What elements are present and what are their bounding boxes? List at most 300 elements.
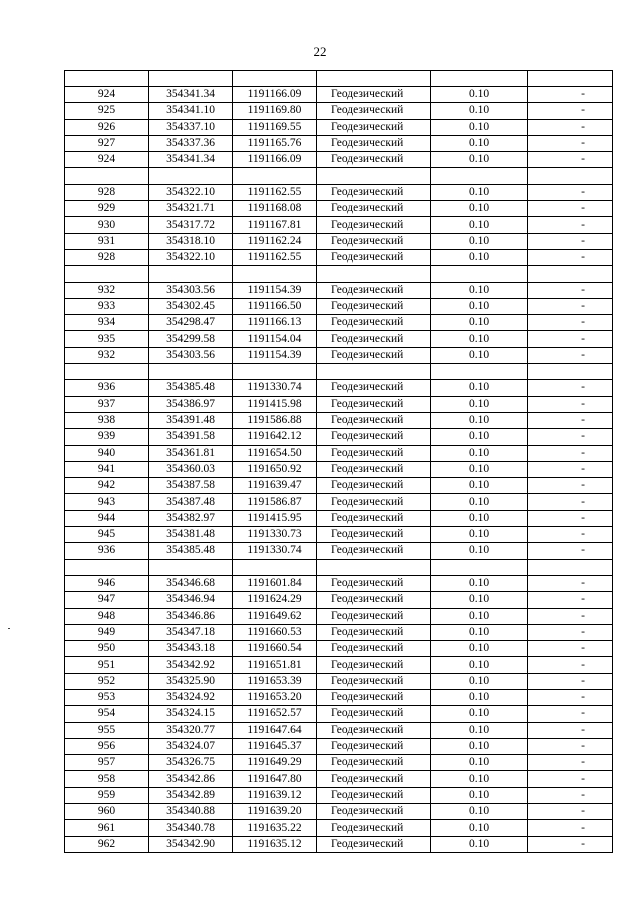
empty-cell	[317, 559, 431, 575]
method-cell: Геодезический	[317, 510, 431, 526]
empty-cell	[65, 364, 149, 380]
x-coordinate-cell: 354385.48	[149, 380, 233, 396]
note-cell: -	[528, 445, 613, 461]
point-number-cell: 946	[65, 575, 149, 591]
empty-cell	[149, 364, 233, 380]
method-cell: Геодезический	[317, 184, 431, 200]
note-cell: -	[528, 396, 613, 412]
accuracy-cell: 0.10	[431, 103, 528, 119]
page-number: 22	[313, 44, 327, 59]
accuracy-cell: 0.10	[431, 298, 528, 314]
note-cell: -	[528, 689, 613, 705]
accuracy-cell: 0.10	[431, 575, 528, 591]
empty-cell	[149, 559, 233, 575]
x-coordinate-cell: 354322.10	[149, 184, 233, 200]
table-row	[65, 804, 613, 820]
accuracy-cell: 0.10	[431, 233, 528, 249]
method-cell: Геодезический	[317, 820, 431, 836]
point-number-cell: 957	[65, 755, 149, 771]
note-cell: -	[528, 87, 613, 103]
point-number-cell: 924	[65, 152, 149, 168]
empty-cell	[317, 168, 431, 184]
method-cell: Геодезический	[317, 641, 431, 657]
note-cell: -	[528, 673, 613, 689]
x-coordinate-cell: 354324.07	[149, 738, 233, 754]
x-coordinate-cell: 354302.45	[149, 298, 233, 314]
table-row	[65, 217, 613, 233]
y-coordinate-cell: 1191649.29	[233, 755, 317, 771]
point-number-cell: 947	[65, 592, 149, 608]
method-cell: Геодезический	[317, 347, 431, 363]
x-coordinate-cell: 354322.10	[149, 249, 233, 265]
method-cell: Геодезический	[317, 298, 431, 314]
note-cell: -	[528, 347, 613, 363]
point-number-cell: 938	[65, 412, 149, 428]
coordinates-table-body	[65, 71, 613, 853]
y-coordinate-cell: 1191652.57	[233, 706, 317, 722]
method-cell: Геодезический	[317, 771, 431, 787]
x-coordinate-cell: 354341.10	[149, 103, 233, 119]
x-coordinate-cell: 354337.36	[149, 135, 233, 151]
table-row	[65, 87, 613, 103]
method-cell: Геодезический	[317, 315, 431, 331]
method-cell: Геодезический	[317, 412, 431, 428]
point-number-cell: 951	[65, 657, 149, 673]
method-cell: Геодезический	[317, 543, 431, 559]
y-coordinate-cell: 1191651.81	[233, 657, 317, 673]
table-row	[65, 738, 613, 754]
point-number-cell: 939	[65, 429, 149, 445]
note-cell: -	[528, 429, 613, 445]
x-coordinate-cell: 354318.10	[149, 233, 233, 249]
accuracy-cell: 0.10	[431, 347, 528, 363]
method-cell: Геодезический	[317, 152, 431, 168]
method-cell: Геодезический	[317, 201, 431, 217]
method-cell: Геодезический	[317, 282, 431, 298]
note-cell: -	[528, 722, 613, 738]
table-row	[65, 820, 613, 836]
y-coordinate-cell: 1191660.53	[233, 624, 317, 640]
coordinates-table	[64, 70, 613, 853]
method-cell: Геодезический	[317, 738, 431, 754]
y-coordinate-cell: 1191162.55	[233, 184, 317, 200]
accuracy-cell: 0.10	[431, 201, 528, 217]
point-number-cell: 930	[65, 217, 149, 233]
table-row	[65, 119, 613, 135]
table-row	[65, 184, 613, 200]
y-coordinate-cell: 1191415.98	[233, 396, 317, 412]
method-cell: Геодезический	[317, 673, 431, 689]
empty-cell	[65, 559, 149, 575]
table-row	[65, 461, 613, 477]
method-cell: Геодезический	[317, 103, 431, 119]
method-cell: Геодезический	[317, 429, 431, 445]
empty-cell	[65, 266, 149, 282]
note-cell: -	[528, 412, 613, 428]
method-cell: Геодезический	[317, 135, 431, 151]
note-cell: -	[528, 249, 613, 265]
method-cell: Геодезический	[317, 478, 431, 494]
x-coordinate-cell: 354385.48	[149, 543, 233, 559]
point-number-cell: 950	[65, 641, 149, 657]
point-number-cell: 945	[65, 527, 149, 543]
note-cell: -	[528, 217, 613, 233]
y-coordinate-cell: 1191162.24	[233, 233, 317, 249]
point-number-cell: 927	[65, 135, 149, 151]
note-cell: -	[528, 706, 613, 722]
point-number-cell: 954	[65, 706, 149, 722]
table-row	[65, 575, 613, 591]
point-number-cell: 955	[65, 722, 149, 738]
note-cell: -	[528, 755, 613, 771]
table-row	[65, 641, 613, 657]
accuracy-cell: 0.10	[431, 119, 528, 135]
note-cell: -	[528, 331, 613, 347]
scan-speck	[8, 628, 10, 629]
y-coordinate-cell: 1191168.08	[233, 201, 317, 217]
y-coordinate-cell: 1191639.12	[233, 787, 317, 803]
accuracy-cell: 0.10	[431, 820, 528, 836]
y-coordinate-cell: 1191635.12	[233, 836, 317, 852]
x-coordinate-cell: 354317.72	[149, 217, 233, 233]
method-cell: Геодезический	[317, 608, 431, 624]
empty-cell	[528, 364, 613, 380]
table-row	[65, 657, 613, 673]
note-cell: -	[528, 461, 613, 477]
y-coordinate-cell: 1191642.12	[233, 429, 317, 445]
accuracy-cell: 0.10	[431, 592, 528, 608]
point-number-cell: 941	[65, 461, 149, 477]
accuracy-cell: 0.10	[431, 315, 528, 331]
group-separator-row	[65, 168, 613, 184]
x-coordinate-cell: 354342.86	[149, 771, 233, 787]
accuracy-cell: 0.10	[431, 217, 528, 233]
table-row	[65, 543, 613, 559]
note-cell: -	[528, 608, 613, 624]
empty-cell	[317, 266, 431, 282]
note-cell: -	[528, 575, 613, 591]
empty-cell	[528, 559, 613, 575]
method-cell: Геодезический	[317, 217, 431, 233]
note-cell: -	[528, 771, 613, 787]
point-number-cell: 943	[65, 494, 149, 510]
y-coordinate-cell: 1191154.39	[233, 282, 317, 298]
table-row	[65, 494, 613, 510]
y-coordinate-cell: 1191586.88	[233, 412, 317, 428]
accuracy-cell: 0.10	[431, 380, 528, 396]
note-cell: -	[528, 592, 613, 608]
table-row	[65, 412, 613, 428]
point-number-cell: 928	[65, 249, 149, 265]
y-coordinate-cell: 1191330.73	[233, 527, 317, 543]
method-cell: Геодезический	[317, 575, 431, 591]
table-row	[65, 787, 613, 803]
method-cell: Геодезический	[317, 804, 431, 820]
table-row	[65, 771, 613, 787]
table-row	[65, 836, 613, 852]
y-coordinate-cell: 1191647.80	[233, 771, 317, 787]
point-number-cell: 940	[65, 445, 149, 461]
table-row	[65, 755, 613, 771]
x-coordinate-cell: 354391.58	[149, 429, 233, 445]
x-coordinate-cell: 354337.10	[149, 119, 233, 135]
empty-cell	[233, 266, 317, 282]
table-row	[65, 282, 613, 298]
table-row	[65, 249, 613, 265]
x-coordinate-cell: 354342.89	[149, 787, 233, 803]
y-coordinate-cell: 1191166.09	[233, 87, 317, 103]
point-number-cell: 924	[65, 87, 149, 103]
header-cell	[431, 71, 528, 87]
x-coordinate-cell: 354381.48	[149, 527, 233, 543]
accuracy-cell: 0.10	[431, 804, 528, 820]
header-cell	[149, 71, 233, 87]
x-coordinate-cell: 354391.48	[149, 412, 233, 428]
x-coordinate-cell: 354303.56	[149, 282, 233, 298]
note-cell: -	[528, 787, 613, 803]
method-cell: Геодезический	[317, 396, 431, 412]
x-coordinate-cell: 354346.68	[149, 575, 233, 591]
note-cell: -	[528, 510, 613, 526]
method-cell: Геодезический	[317, 461, 431, 477]
point-number-cell: 926	[65, 119, 149, 135]
point-number-cell: 931	[65, 233, 149, 249]
method-cell: Геодезический	[317, 527, 431, 543]
table-row	[65, 527, 613, 543]
y-coordinate-cell: 1191653.20	[233, 689, 317, 705]
empty-cell	[431, 364, 528, 380]
header-cell	[317, 71, 431, 87]
table-row	[65, 592, 613, 608]
accuracy-cell: 0.10	[431, 836, 528, 852]
note-cell: -	[528, 233, 613, 249]
table-row	[65, 445, 613, 461]
y-coordinate-cell: 1191639.47	[233, 478, 317, 494]
table-row	[65, 396, 613, 412]
point-number-cell: 958	[65, 771, 149, 787]
point-number-cell: 942	[65, 478, 149, 494]
accuracy-cell: 0.10	[431, 543, 528, 559]
accuracy-cell: 0.10	[431, 527, 528, 543]
point-number-cell: 932	[65, 347, 149, 363]
accuracy-cell: 0.10	[431, 494, 528, 510]
point-number-cell: 929	[65, 201, 149, 217]
y-coordinate-cell: 1191645.37	[233, 738, 317, 754]
group-separator-row	[65, 266, 613, 282]
y-coordinate-cell: 1191635.22	[233, 820, 317, 836]
header-cell	[528, 71, 613, 87]
table-row	[65, 331, 613, 347]
note-cell: -	[528, 380, 613, 396]
accuracy-cell: 0.10	[431, 608, 528, 624]
note-cell: -	[528, 527, 613, 543]
accuracy-cell: 0.10	[431, 510, 528, 526]
accuracy-cell: 0.10	[431, 249, 528, 265]
method-cell: Геодезический	[317, 445, 431, 461]
empty-cell	[317, 364, 431, 380]
method-cell: Геодезический	[317, 249, 431, 265]
note-cell: -	[528, 543, 613, 559]
x-coordinate-cell: 354320.77	[149, 722, 233, 738]
x-coordinate-cell: 354324.15	[149, 706, 233, 722]
x-coordinate-cell: 354324.92	[149, 689, 233, 705]
x-coordinate-cell: 354386.97	[149, 396, 233, 412]
method-cell: Геодезический	[317, 494, 431, 510]
y-coordinate-cell: 1191654.50	[233, 445, 317, 461]
method-cell: Геодезический	[317, 624, 431, 640]
note-cell: -	[528, 282, 613, 298]
note-cell: -	[528, 298, 613, 314]
y-coordinate-cell: 1191166.13	[233, 315, 317, 331]
accuracy-cell: 0.10	[431, 738, 528, 754]
point-number-cell: 928	[65, 184, 149, 200]
x-coordinate-cell: 354342.92	[149, 657, 233, 673]
note-cell: -	[528, 201, 613, 217]
y-coordinate-cell: 1191330.74	[233, 380, 317, 396]
x-coordinate-cell: 354299.58	[149, 331, 233, 347]
y-coordinate-cell: 1191653.39	[233, 673, 317, 689]
note-cell: -	[528, 820, 613, 836]
method-cell: Геодезический	[317, 592, 431, 608]
accuracy-cell: 0.10	[431, 657, 528, 673]
empty-cell	[149, 266, 233, 282]
table-row	[65, 510, 613, 526]
point-number-cell: 948	[65, 608, 149, 624]
method-cell: Геодезический	[317, 657, 431, 673]
table-row	[65, 429, 613, 445]
table-row	[65, 298, 613, 314]
table-row	[65, 233, 613, 249]
point-number-cell: 949	[65, 624, 149, 640]
x-coordinate-cell: 354346.86	[149, 608, 233, 624]
note-cell: -	[528, 119, 613, 135]
accuracy-cell: 0.10	[431, 771, 528, 787]
y-coordinate-cell: 1191586.87	[233, 494, 317, 510]
empty-cell	[233, 559, 317, 575]
method-cell: Геодезический	[317, 706, 431, 722]
x-coordinate-cell: 354360.03	[149, 461, 233, 477]
x-coordinate-cell: 354303.56	[149, 347, 233, 363]
accuracy-cell: 0.10	[431, 331, 528, 347]
point-number-cell: 959	[65, 787, 149, 803]
accuracy-cell: 0.10	[431, 641, 528, 657]
method-cell: Геодезический	[317, 755, 431, 771]
point-number-cell: 961	[65, 820, 149, 836]
note-cell: -	[528, 657, 613, 673]
y-coordinate-cell: 1191330.74	[233, 543, 317, 559]
y-coordinate-cell: 1191162.55	[233, 249, 317, 265]
accuracy-cell: 0.10	[431, 624, 528, 640]
note-cell: -	[528, 836, 613, 852]
x-coordinate-cell: 354346.94	[149, 592, 233, 608]
table-row	[65, 201, 613, 217]
point-number-cell: 936	[65, 543, 149, 559]
empty-cell	[528, 168, 613, 184]
accuracy-cell: 0.10	[431, 152, 528, 168]
accuracy-cell: 0.10	[431, 673, 528, 689]
point-number-cell: 934	[65, 315, 149, 331]
point-number-cell: 925	[65, 103, 149, 119]
empty-cell	[65, 168, 149, 184]
x-coordinate-cell: 354387.48	[149, 494, 233, 510]
y-coordinate-cell: 1191165.76	[233, 135, 317, 151]
method-cell: Геодезический	[317, 119, 431, 135]
y-coordinate-cell: 1191650.92	[233, 461, 317, 477]
table-row	[65, 608, 613, 624]
accuracy-cell: 0.10	[431, 706, 528, 722]
note-cell: -	[528, 804, 613, 820]
empty-cell	[528, 266, 613, 282]
method-cell: Геодезический	[317, 787, 431, 803]
accuracy-cell: 0.10	[431, 429, 528, 445]
accuracy-cell: 0.10	[431, 282, 528, 298]
table-header-blank-row	[65, 71, 613, 87]
y-coordinate-cell: 1191169.55	[233, 119, 317, 135]
table-row	[65, 152, 613, 168]
x-coordinate-cell: 354325.90	[149, 673, 233, 689]
method-cell: Геодезический	[317, 233, 431, 249]
group-separator-row	[65, 364, 613, 380]
table-row	[65, 315, 613, 331]
accuracy-cell: 0.10	[431, 87, 528, 103]
point-number-cell: 960	[65, 804, 149, 820]
method-cell: Геодезический	[317, 87, 431, 103]
point-number-cell: 962	[65, 836, 149, 852]
point-number-cell: 952	[65, 673, 149, 689]
y-coordinate-cell: 1191660.54	[233, 641, 317, 657]
accuracy-cell: 0.10	[431, 478, 528, 494]
table-row	[65, 347, 613, 363]
point-number-cell: 935	[65, 331, 149, 347]
y-coordinate-cell: 1191166.50	[233, 298, 317, 314]
accuracy-cell: 0.10	[431, 755, 528, 771]
table-row	[65, 135, 613, 151]
table-row	[65, 689, 613, 705]
note-cell: -	[528, 103, 613, 119]
table-row	[65, 673, 613, 689]
x-coordinate-cell: 354321.71	[149, 201, 233, 217]
empty-cell	[233, 168, 317, 184]
x-coordinate-cell: 354298.47	[149, 315, 233, 331]
method-cell: Геодезический	[317, 380, 431, 396]
accuracy-cell: 0.10	[431, 722, 528, 738]
y-coordinate-cell: 1191166.09	[233, 152, 317, 168]
accuracy-cell: 0.10	[431, 445, 528, 461]
y-coordinate-cell: 1191154.04	[233, 331, 317, 347]
table-row	[65, 478, 613, 494]
point-number-cell: 936	[65, 380, 149, 396]
x-coordinate-cell: 354326.75	[149, 755, 233, 771]
note-cell: -	[528, 478, 613, 494]
method-cell: Геодезический	[317, 689, 431, 705]
accuracy-cell: 0.10	[431, 184, 528, 200]
table-row	[65, 103, 613, 119]
y-coordinate-cell: 1191415.95	[233, 510, 317, 526]
accuracy-cell: 0.10	[431, 461, 528, 477]
note-cell: -	[528, 184, 613, 200]
empty-cell	[149, 168, 233, 184]
x-coordinate-cell: 354342.90	[149, 836, 233, 852]
method-cell: Геодезический	[317, 836, 431, 852]
y-coordinate-cell: 1191167.81	[233, 217, 317, 233]
note-cell: -	[528, 315, 613, 331]
point-number-cell: 944	[65, 510, 149, 526]
x-coordinate-cell: 354347.18	[149, 624, 233, 640]
note-cell: -	[528, 135, 613, 151]
note-cell: -	[528, 624, 613, 640]
y-coordinate-cell: 1191169.80	[233, 103, 317, 119]
y-coordinate-cell: 1191601.84	[233, 575, 317, 591]
